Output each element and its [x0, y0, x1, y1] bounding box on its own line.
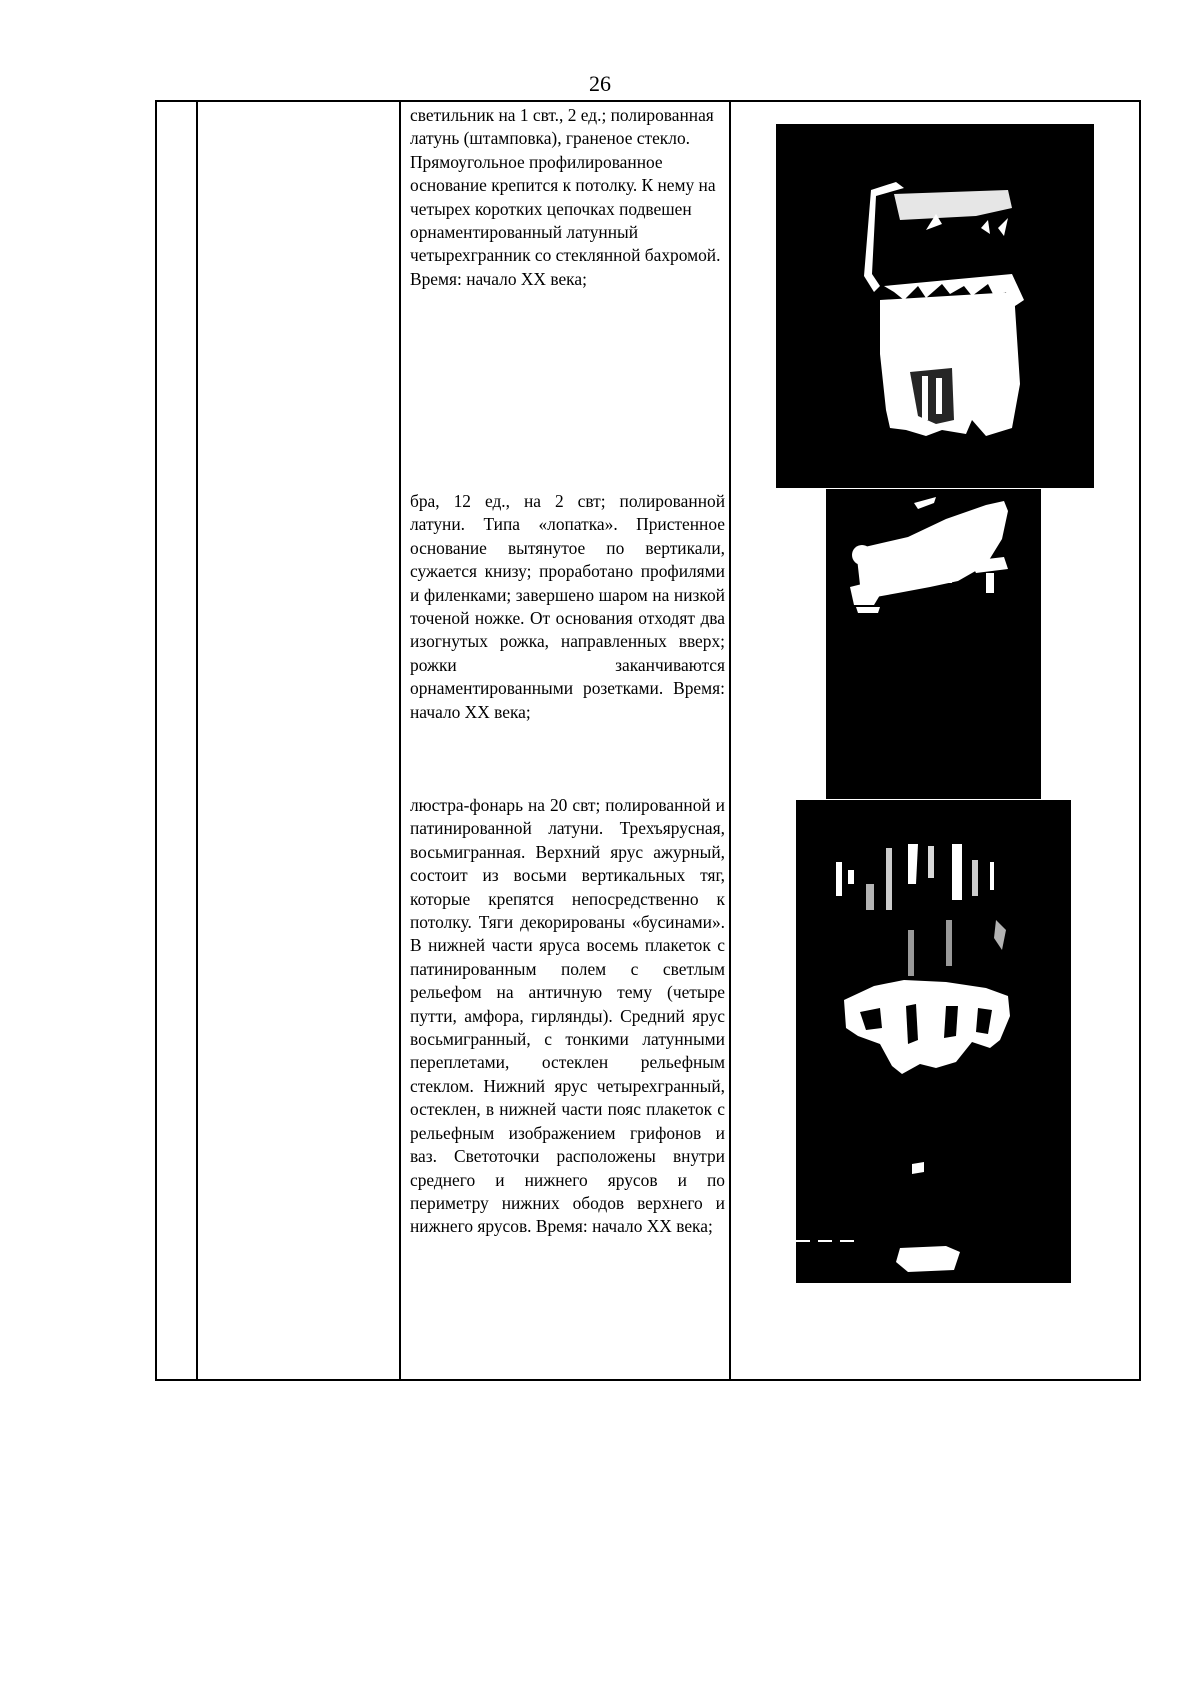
table-left-border: [155, 100, 157, 1381]
page-number: 26: [589, 71, 611, 96]
wall-sconce-photo: [826, 489, 1041, 799]
table-bottom-border: [155, 1379, 1141, 1381]
column-divider-1: [196, 100, 198, 1381]
entry-description-chandelier-lantern: люстра-фонарь на 20 свт; полированной и патинированной латуни. Трехъярусная, восьмигранная. Верхний ярус ажурный, состоит из восьми вертикальных тяг, которые крепятся непосредственно к потолку. Тяги декорированы «бусинами». В нижней части яруса восемь плакеток с патинированным полем с светлым рельефом на античную тему (четыре путти, амфора, гирлянды). Средний ярус восьмигранный, с тонкими латунными переплетами, остеклен рельефным стеклом. Нижний ярус четырехгранный, остеклен, в нижней части пояс плакеток с рельефным изображением грифонов и ваз. Светоточки расположены внутри среднего и нижнего ярусов и по периметру нижних ободов верхнего и нижнего ярусов. Время: начало XX века;: [410, 795, 725, 1237]
entry-description-wall-sconce: бра, 12 ед., на 2 свт; полированной латуни. Типа «лопатка». Пристенное основание вытянутое по вертикали, сужается книзу; проработано профилями и филенками; завершено шаром на низкой точеной ножке. От основания отходят два изогнутых рожка, направленных вверх; рожки заканчиваются орнаментированными розетками. Время: начало XX века;: [410, 491, 725, 722]
column-divider-3: [729, 100, 731, 1381]
column-divider-2: [399, 100, 401, 1381]
entry-description-ceiling-lamp: светильник на 1 свт., 2 ед.; полированная латунь (штамповка), граненое стекло. Прямоугольное профилированное основание крепится к потолку. К нему на четырех коротких цепочках подвешен орнаментированный латунный четырехгранник со стеклянной бахромой. Время: начало XX века;: [410, 105, 721, 289]
table-right-border: [1139, 100, 1141, 1381]
chandelier-lantern-photo: [796, 800, 1071, 1283]
ceiling-lamp-photo: [776, 124, 1094, 488]
table-top-border: [155, 100, 1141, 102]
